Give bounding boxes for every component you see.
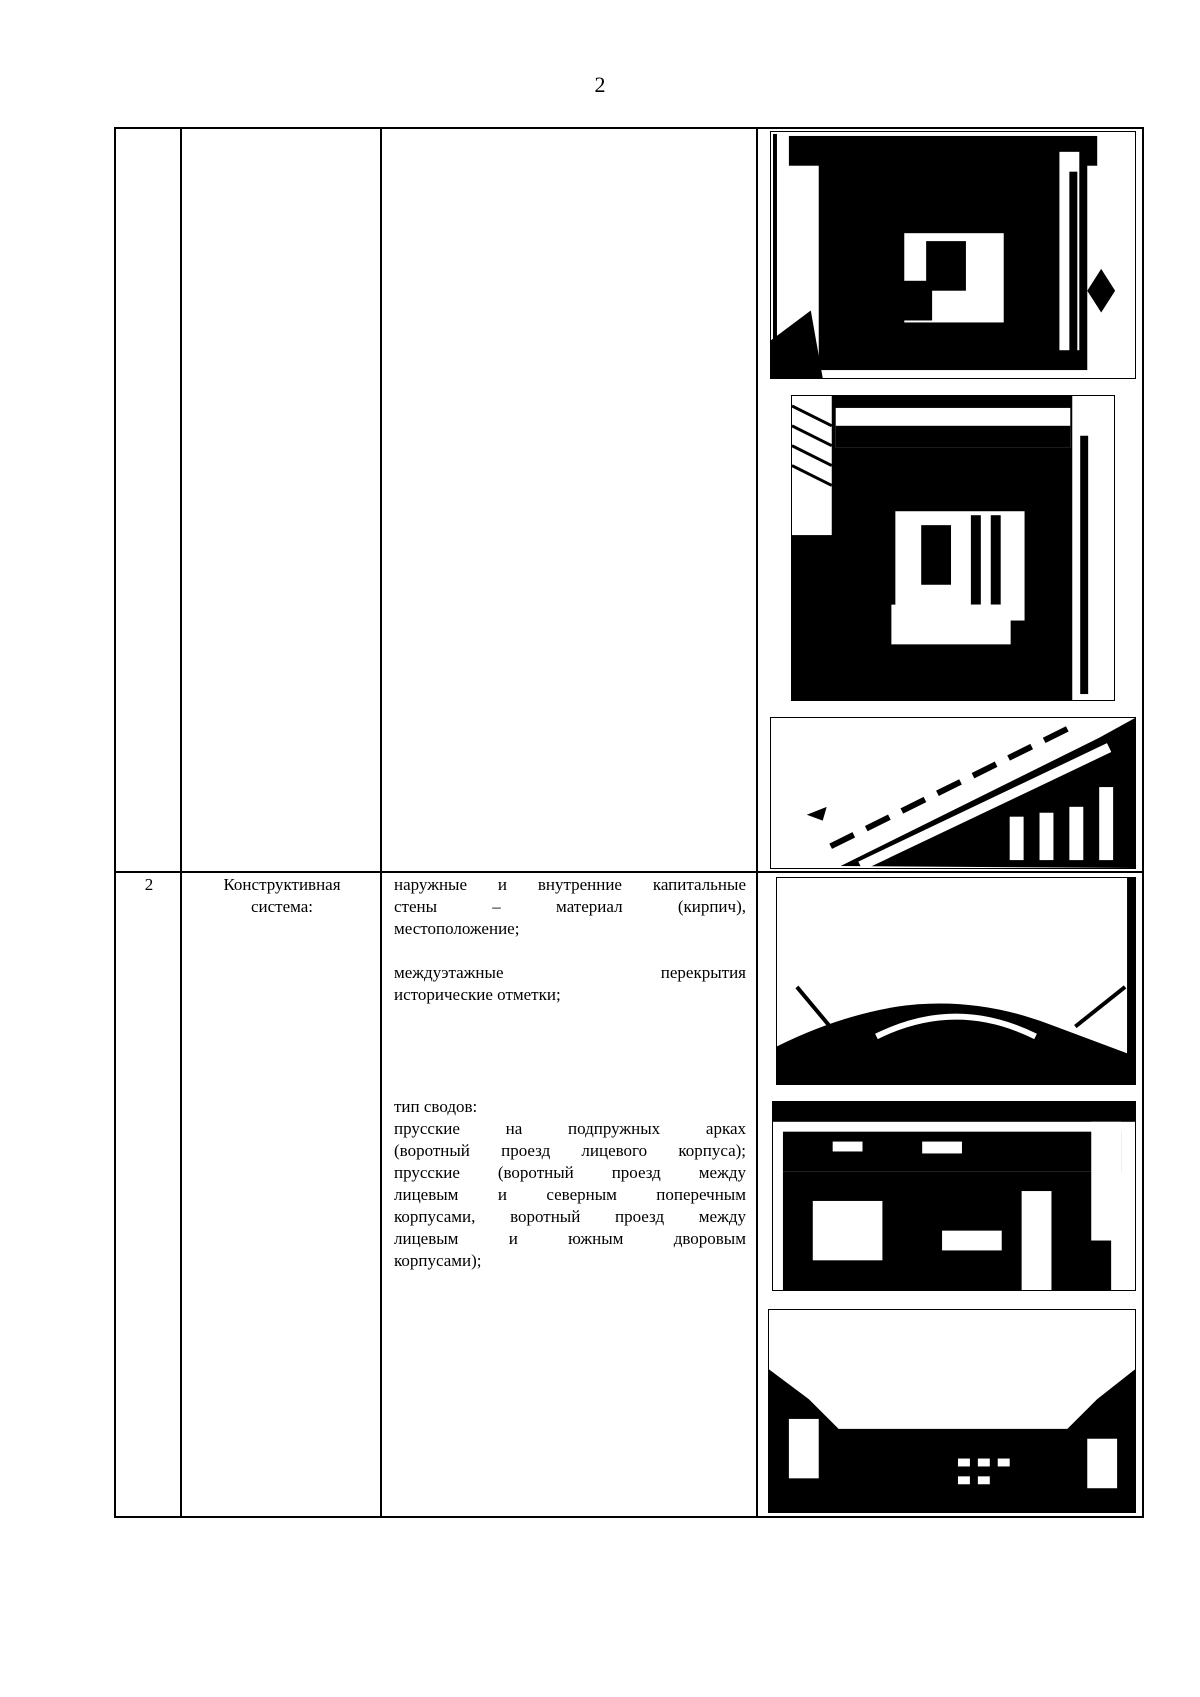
vaults-line: прусские (воротный проезд между	[394, 1163, 746, 1182]
photo-interior-arch-1	[770, 131, 1136, 379]
walls-description	[382, 874, 758, 940]
photo-interior-ceiling	[770, 717, 1136, 869]
row-divider	[116, 871, 1142, 873]
floors-line: междуэтажные перекрытия	[394, 963, 746, 982]
column-divider	[380, 129, 382, 1516]
walls-line: местоположение;	[394, 919, 520, 938]
row-number: 2	[144, 875, 154, 894]
column-divider	[180, 129, 182, 1516]
vaults-line: корпусами, воротный проезд между	[394, 1207, 746, 1226]
row-name-line: Конструктивная	[223, 875, 341, 894]
vaults-description	[382, 1096, 758, 1272]
photo-vault-1	[776, 877, 1136, 1085]
page-number: 2	[594, 72, 606, 97]
photo-vault-3	[768, 1309, 1136, 1513]
photo-interior-arch-2	[791, 395, 1115, 701]
vaults-line: тип сводов:	[394, 1097, 478, 1116]
vaults-line: корпусами);	[394, 1251, 482, 1270]
vaults-line: прусские на подпружных арках	[394, 1119, 746, 1138]
vaults-line: лицевым и северным поперечным	[394, 1185, 746, 1204]
column-divider	[756, 129, 758, 1516]
data-table	[114, 127, 1144, 1518]
walls-line: наружные и внутренние капитальные	[394, 875, 746, 894]
floors-description	[382, 962, 758, 1006]
photo-vault-2	[772, 1101, 1136, 1291]
floors-line: исторические отметки;	[394, 985, 561, 1004]
vaults-line: лицевым и южным дворовым	[394, 1229, 746, 1248]
row-name-line: система:	[250, 897, 314, 916]
row-name	[182, 874, 382, 918]
vaults-line: (воротный проезд лицевого корпуса);	[394, 1141, 746, 1160]
walls-line: стены – материал (кирпич),	[394, 897, 746, 916]
